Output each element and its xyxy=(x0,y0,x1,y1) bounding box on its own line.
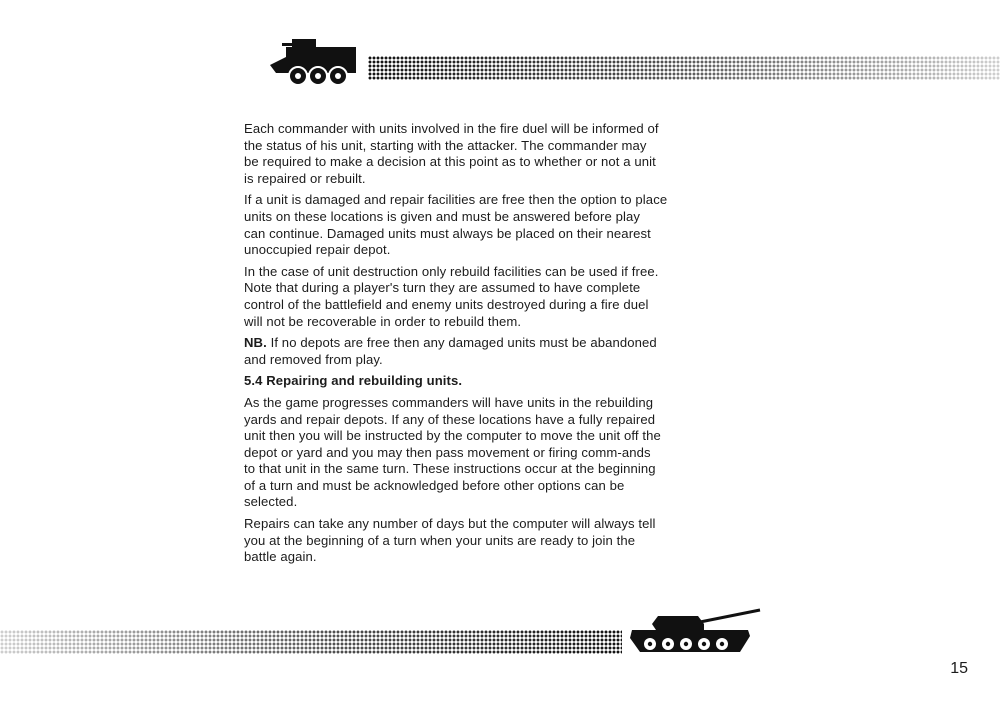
paragraph-game-progress xyxy=(244,395,714,511)
armored-car-icon xyxy=(268,35,360,87)
text-line: selected. xyxy=(244,494,298,510)
note-label: NB. xyxy=(244,335,267,351)
text-line: you at the beginning of a turn when your units are ready to join the xyxy=(244,532,636,548)
text-line: Each commander with units involved in the fire duel will be informed of xyxy=(244,121,659,136)
note-paragraph xyxy=(244,335,714,368)
paragraph-unit-destruction xyxy=(244,264,714,330)
text-line: Note that during a player's turn they are assumed to have complete xyxy=(244,280,641,296)
text-line: can continue. Damaged units must always be placed on their nearest xyxy=(244,225,651,241)
text-line: unit then you will be instructed by the computer to move the unit off the xyxy=(244,428,661,444)
dotted-band-top xyxy=(368,56,1000,80)
text-line: If a unit is damaged and repair facilities are free then the option to place xyxy=(244,192,668,208)
text-line: As the game progresses commanders will have units in the rebuilding xyxy=(244,394,654,410)
text-line: is repaired or rebuilt. xyxy=(244,170,366,186)
text-line: of a turn and must be acknowledged before other options can be xyxy=(244,477,625,493)
text-line: In the case of unit destruction only rebuild facilities can be used if free. xyxy=(244,263,659,279)
tank-icon xyxy=(628,606,762,658)
text-line: and removed from play. xyxy=(244,351,383,367)
text-line: to that unit in the same turn. These instructions occur at the beginning xyxy=(244,461,656,477)
text-line xyxy=(244,335,714,352)
paragraph-repairs-duration xyxy=(244,516,714,566)
text-line: the status of his unit, starting with the attacker. The commander may xyxy=(244,137,647,153)
text-line: yards and repair depots. If any of these locations have a fully repaired xyxy=(244,411,656,427)
page-body xyxy=(244,121,714,571)
section-heading: 5.4 Repairing and rebuilding units. xyxy=(244,373,463,389)
text-line: units on these locations is given and must be answered before play xyxy=(244,208,641,224)
text-line: control of the battlefield and enemy units destroyed during a fire duel xyxy=(244,296,649,312)
dotted-band-bottom xyxy=(0,630,622,654)
paragraph-fire-duel xyxy=(244,121,714,187)
text-line: battle again. xyxy=(244,549,317,565)
paragraph-repair-facilities xyxy=(244,192,714,258)
note-text: If no depots are free then any damaged units must be abandoned xyxy=(266,335,657,351)
text-line: be required to make a decision at this point as to whether or not a unit xyxy=(244,154,656,170)
text-line: Repairs can take any number of days but the computer will always tell xyxy=(244,516,656,532)
text-line: unoccupied repair depot. xyxy=(244,242,391,258)
text-line: depot or yard and you may then pass movement or firing comm-ands xyxy=(244,444,651,460)
page-number: 15 xyxy=(950,660,968,677)
text-line: will not be recoverable in order to rebuild them. xyxy=(244,313,522,329)
